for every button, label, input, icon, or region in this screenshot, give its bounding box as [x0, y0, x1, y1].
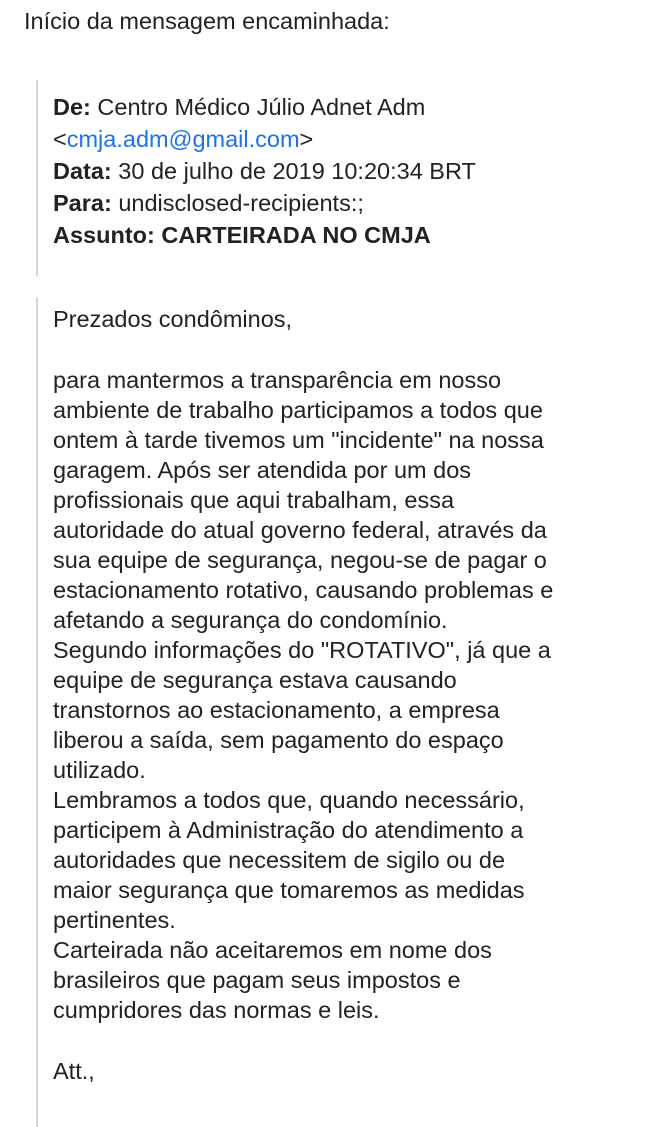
- message-line: ambiente de trabalho participamos a todos que: [53, 397, 543, 423]
- message-line: brasileiros que pagam seus impostos e: [53, 967, 461, 993]
- message-line: para mantermos a transparência em nosso: [53, 367, 502, 393]
- date-row: [53, 156, 476, 186]
- message-line: liberou a saída, sem pagamento do espaço: [53, 727, 504, 753]
- message-line: sua equipe de segurança, negou-se de pagar o: [53, 547, 547, 573]
- sender-email-link[interactable]: cmja.adm@gmail.com: [66, 126, 300, 152]
- from-row: [53, 92, 476, 122]
- forwarded-message-intro: Início da mensagem encaminhada:: [24, 8, 390, 34]
- message-line: Carteirada não aceitaremos em nome dos: [53, 937, 492, 963]
- message-line: participem à Administração do atendimento a: [53, 817, 524, 843]
- message-line: ontem à tarde tivemos um "incidente" na nossa: [53, 427, 544, 453]
- email-close-bracket: >: [299, 126, 314, 152]
- email-open-bracket: <: [53, 126, 67, 152]
- message-line: afetando a segurança do condomínio.: [53, 607, 448, 633]
- signoff: Att.,: [53, 1058, 95, 1084]
- greeting: Prezados condôminos,: [53, 306, 293, 332]
- from-label: De:: [53, 94, 91, 120]
- forwarded-body-block: [36, 297, 643, 1127]
- message-line: garagem. Após ser atendida por um dos: [53, 457, 472, 483]
- forwarded-header-block: [36, 80, 476, 276]
- subject-value: CARTEIRADA NO CMJA: [161, 222, 431, 248]
- message-line: cumpridores das normas e leis.: [53, 997, 380, 1023]
- from-email-row: [53, 124, 476, 154]
- message-line: Segundo informações do "ROTATIVO", já que a: [53, 637, 551, 663]
- from-name: Centro Médico Júlio Adnet Adm: [97, 94, 426, 120]
- subject-row: [53, 220, 476, 250]
- date-value: 30 de julho de 2019 10:20:34 BRT: [118, 158, 476, 184]
- date-label: Data:: [53, 158, 112, 184]
- to-row: [53, 188, 476, 218]
- subject-label: Assunto:: [53, 222, 155, 248]
- message-paragraph: [53, 365, 643, 1025]
- message-line: utilizado.: [53, 757, 146, 783]
- to-label: Para:: [53, 190, 112, 216]
- message-line: profissionais que aqui trabalham, essa: [53, 487, 455, 513]
- message-line: estacionamento rotativo, causando problemas e: [53, 577, 554, 603]
- to-value: undisclosed-recipients:;: [118, 190, 364, 216]
- message-line: autoridade do atual governo federal, através da: [53, 517, 547, 543]
- message-line: equipe de segurança estava causando: [53, 667, 457, 693]
- message-line: maior segurança que tomaremos as medidas: [53, 877, 525, 903]
- message-line: pertinentes.: [53, 907, 176, 933]
- message-line: autoridades que necessitem de sigilo ou de: [53, 847, 506, 873]
- message-line: transtornos ao estacionamento, a empresa: [53, 697, 500, 723]
- message-line: Lembramos a todos que, quando necessário,: [53, 787, 525, 813]
